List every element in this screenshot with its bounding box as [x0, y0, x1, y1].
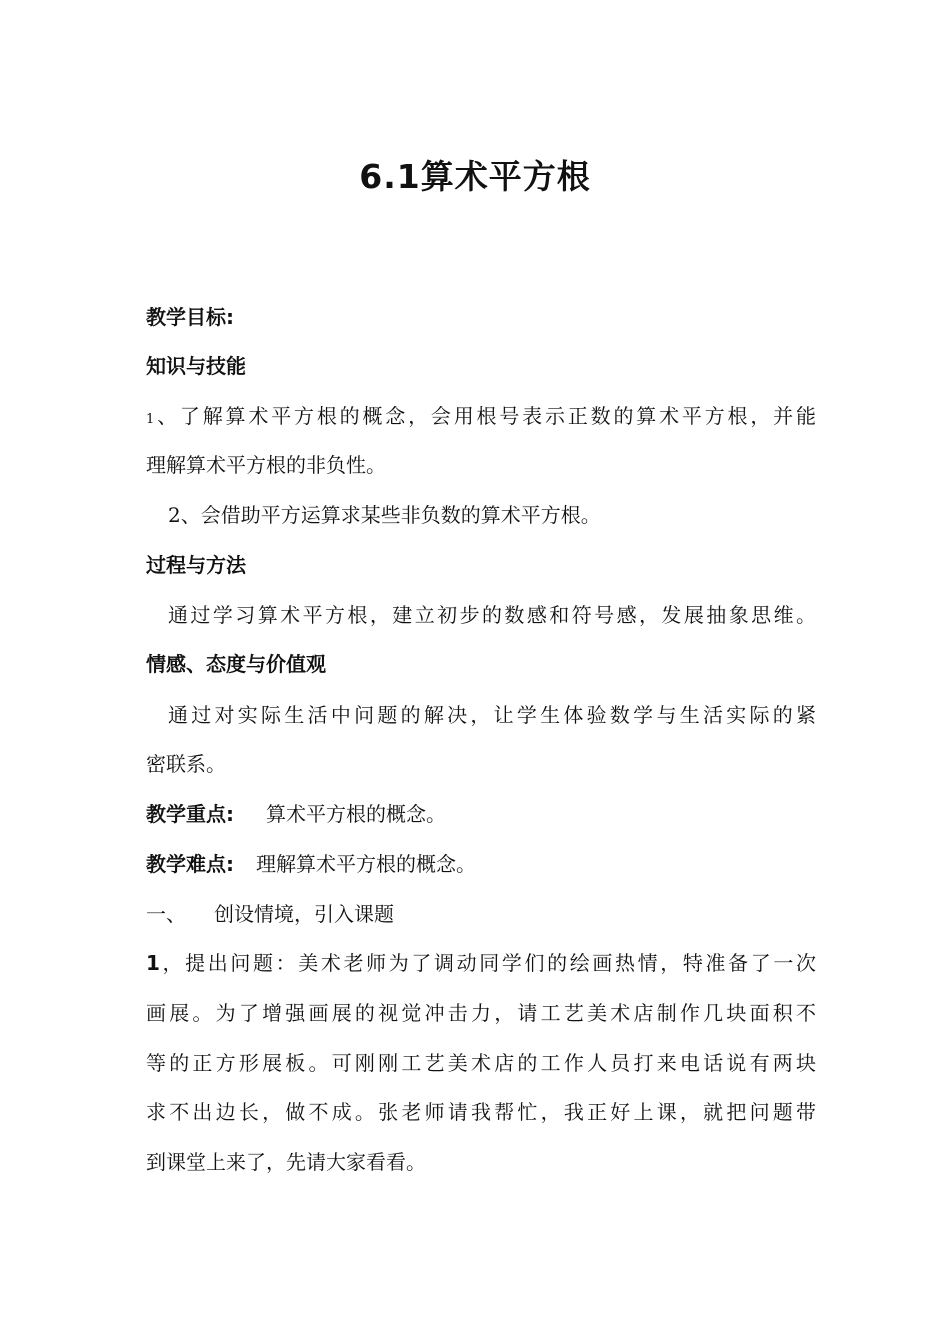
key-point-row — [146, 799, 816, 829]
goal-2: 2、会借助平方运算求某些非负数的算术平方根。 — [168, 503, 601, 527]
process-method-text: 通过学习算术平方根，建立初步的数感和符号感，发展抽象思维。 — [168, 603, 816, 627]
problem-line-2: 画展。为了增强画展的视觉冲击力，请工艺美术店制作几块面积不 — [146, 1001, 816, 1025]
key-point-label: 教学重点: — [146, 802, 234, 826]
goal-1-line-2: 理解算术平方根的非负性。 — [146, 453, 386, 477]
difficulty-text: 理解算术平方根的概念。 — [256, 852, 476, 876]
emotion-text-line-1: 通过对实际生活中问题的解决，让学生体验数学与生活实际的紧 — [168, 703, 816, 727]
section-1-heading — [146, 899, 816, 929]
knowledge-skills-heading: 知识与技能 — [146, 354, 246, 378]
problem-line-3: 等的正方形展板。可刚刚工艺美术店的工作人员打来电话说有两块 — [146, 1051, 816, 1075]
difficulty-label: 教学难点: — [146, 852, 234, 876]
process-method-heading: 过程与方法 — [146, 553, 246, 577]
section-1-number: 一、 — [146, 902, 186, 926]
emotion-text-line-2: 密联系。 — [146, 752, 226, 776]
emotion-attitude-heading: 情感、态度与价值观 — [146, 652, 326, 676]
goal-1-text: 、了解算术平方根的概念，会用根号表示正数的算术平方根，并能 — [154, 404, 816, 428]
section-1-title: 创设情境，引入课题 — [214, 902, 394, 926]
teaching-goals-label: 教学目标: — [146, 305, 234, 329]
problem-text-1: ，提出问题：美术老师为了调动同学们的绘画热情，特准备了一次 — [159, 951, 816, 975]
key-point-text: 算术平方根的概念。 — [266, 802, 446, 826]
goal-1-line-1 — [146, 401, 816, 435]
problem-line-4: 求不出边长，做不成。张老师请我帮忙，我正好上课，就把问题带 — [146, 1100, 816, 1124]
difficulty-row — [146, 849, 816, 879]
document-title: 6.1算术平方根 — [359, 157, 591, 196]
goal-1-number: 1 — [146, 412, 155, 427]
problem-line-5: 到课堂上来了，先请大家看看。 — [146, 1150, 426, 1174]
problem-line-1 — [146, 948, 816, 978]
problem-number: 1 — [146, 951, 160, 975]
